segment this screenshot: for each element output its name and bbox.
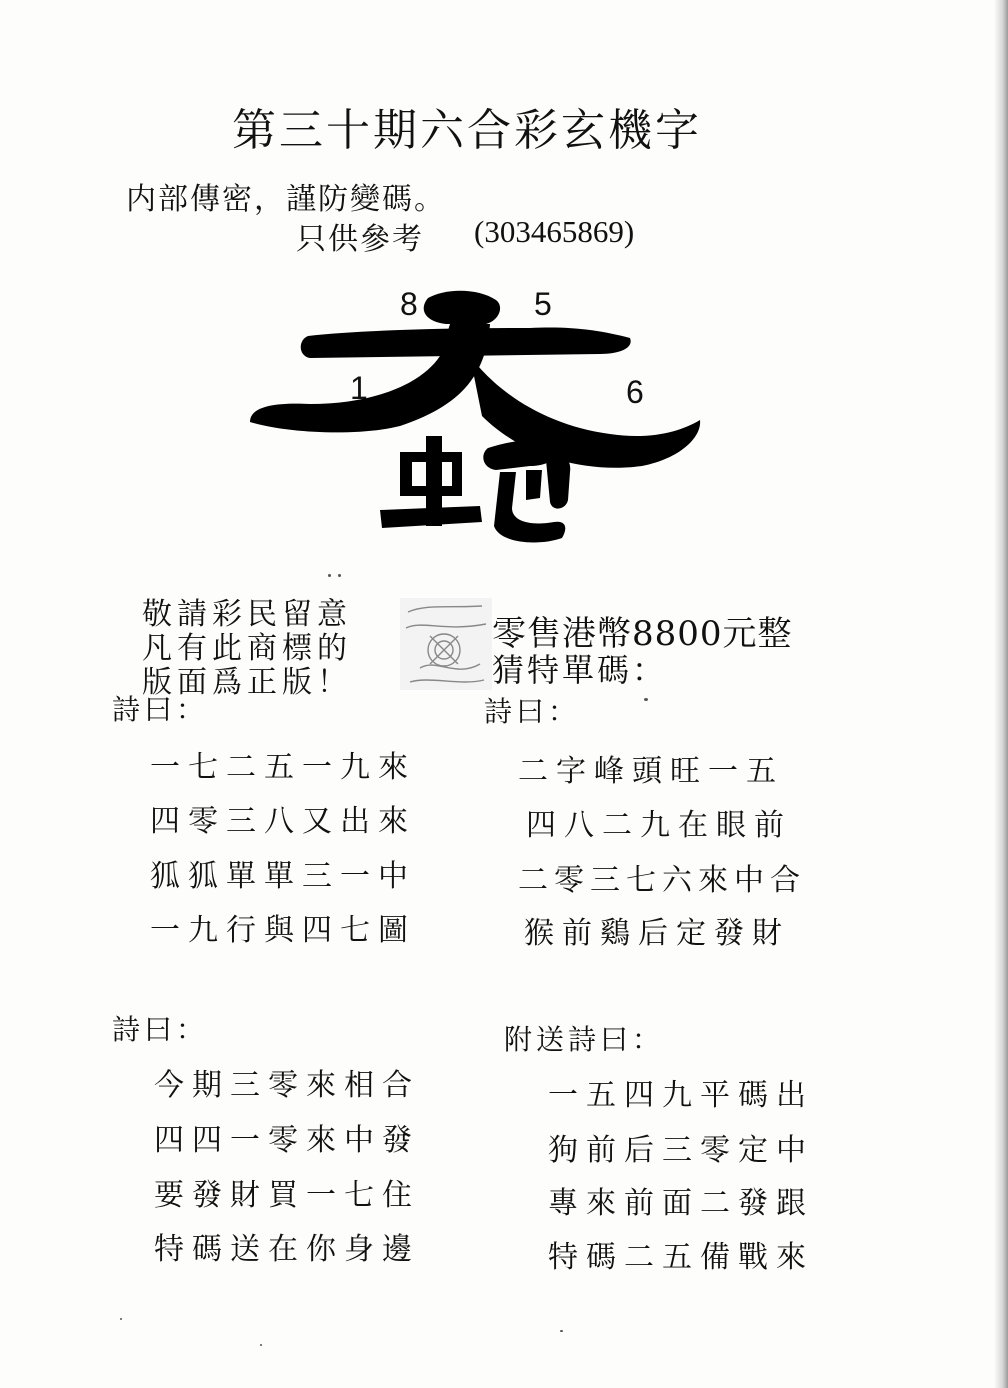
poem-1-line-1: 一七二五一九來 xyxy=(150,750,416,785)
number-6: 6 xyxy=(626,374,644,410)
price-text: 零售港幣8800元整 xyxy=(492,614,793,654)
trademark-notice xyxy=(142,598,352,700)
scan-speck xyxy=(338,574,341,577)
poem-3-line-1: 今期三零來相合 xyxy=(154,1068,420,1103)
poem-3-line-3: 要發財買一七住 xyxy=(154,1178,420,1213)
poem-3-line-4: 特碼送在你身邊 xyxy=(154,1232,420,1267)
poem-2-line-2: 四八二九在眼前 xyxy=(526,808,792,843)
scan-speck xyxy=(328,574,331,577)
scan-speck xyxy=(260,1344,262,1346)
poem-3-line-2: 四四一零來中發 xyxy=(154,1123,420,1158)
poem-2-heading: 詩曰： xyxy=(484,695,581,728)
poem-4-heading: 附送詩曰： xyxy=(504,1023,665,1056)
scan-speck xyxy=(644,698,648,701)
poem-4-line-4: 特碼二五備戰來 xyxy=(548,1240,814,1275)
poem-2-line-1: 二字峰頭旺一五 xyxy=(518,754,784,789)
da-top-head xyxy=(424,291,500,324)
scan-speck xyxy=(560,1330,563,1332)
phone-number: (303465869) xyxy=(474,214,635,249)
scan-speck xyxy=(120,1318,122,1320)
poem-1-line-4: 一九行與四七圖 xyxy=(150,913,416,948)
trademark-stamp-image xyxy=(400,598,492,690)
poem-1-heading: 詩曰： xyxy=(112,693,209,726)
notice-line-2: 只供參考 xyxy=(296,222,424,257)
poem-2-line-4: 猴前鷄后定發財 xyxy=(524,916,790,951)
trademark-line-3: 版面爲正版！ xyxy=(142,665,352,700)
scan-edge-shadow xyxy=(994,0,1008,1388)
guess-single-number: 猜特單碼： xyxy=(492,651,668,689)
notice-line-1: 内部傳密，謹防變碼。 xyxy=(126,182,446,217)
number-1: 1 xyxy=(350,370,368,406)
poem-1-line-3: 狐狐單單三一中 xyxy=(150,859,416,894)
number-8: 8 xyxy=(400,286,418,322)
trademark-line-1: 敬請彩民留意 xyxy=(142,597,352,632)
poem-4-line-2: 狗前后三零定中 xyxy=(548,1133,814,1168)
trademark-line-2: 凡有此商標的 xyxy=(142,631,352,666)
poem-2-line-3: 二零三七六來中合 xyxy=(518,863,806,898)
poem-4-line-1: 一五四九平碼出 xyxy=(548,1078,814,1113)
she-right-part xyxy=(483,440,556,470)
poem-3-heading: 詩曰： xyxy=(112,1013,209,1046)
big-character-graphic xyxy=(250,276,710,546)
poem-4-line-3: 專來前面二發跟 xyxy=(548,1186,814,1221)
page-title: 第三十期六合彩玄機字 xyxy=(232,105,702,156)
poem-1-line-2: 四零三八又出來 xyxy=(150,804,416,839)
number-5: 5 xyxy=(534,286,552,322)
